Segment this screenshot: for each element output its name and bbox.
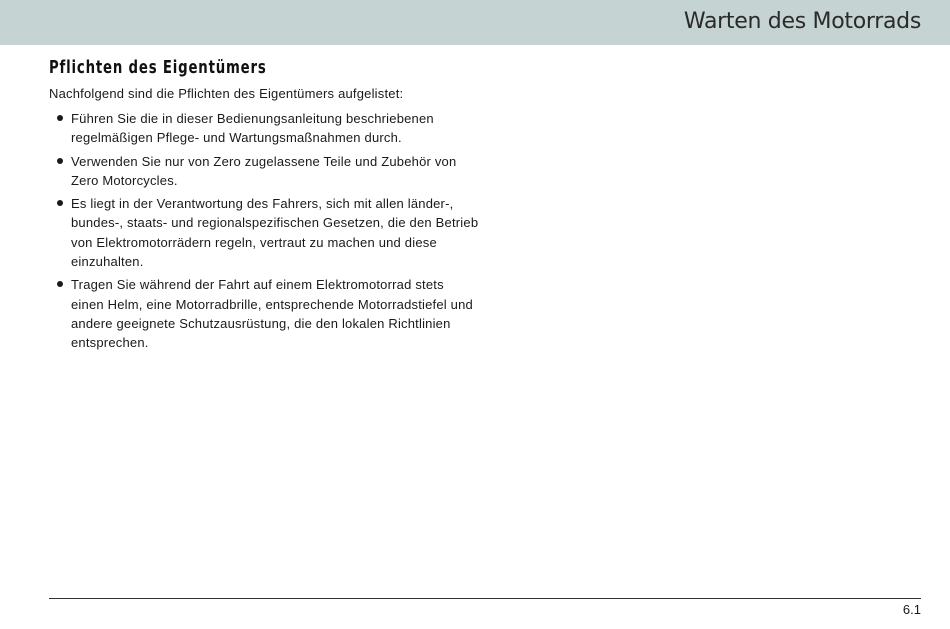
list-item-text: Es liegt in der Verantwortung des Fahrers, sich mit allen länder-, bundes-, staats- und regionalspezifischen Gesetzen, die den Betrieb von Elektromotorrädern regeln, vertraut zu machen und diese einzuhalten. bbox=[71, 196, 479, 270]
page-number: 6.1 bbox=[902, 602, 921, 617]
chapter-header-bar bbox=[0, 0, 950, 45]
footer-divider bbox=[49, 598, 921, 599]
list-item bbox=[49, 194, 479, 271]
list-item-text: Tragen Sie während der Fahrt auf einem Elektromotorrad stets einen Helm, eine Motorradbrille, entsprechende Motorradstiefel und andere geeignete Schutzausrüstung, die den lokalen Richtlinien entsprechen. bbox=[71, 277, 473, 351]
list-item-text: Verwenden Sie nur von Zero zugelassene Teile und Zubehör von Zero Motorcycles. bbox=[71, 153, 457, 188]
section-title: Pflichten des Eigentümers bbox=[49, 57, 267, 78]
intro-paragraph: Nachfolgend sind die Pflichten des Eigentümers aufgelistet: bbox=[49, 86, 404, 101]
bullet-icon bbox=[57, 281, 63, 287]
list-item-text: Führen Sie die in dieser Bedienungsanleitung beschriebenen regelmäßigen Pflege- und Wartungsmaßnahmen durch. bbox=[71, 111, 434, 146]
list-item bbox=[49, 109, 479, 148]
list-item bbox=[49, 152, 479, 191]
chapter-title: Warten des Motorrads bbox=[683, 9, 921, 34]
owner-duties-list bbox=[49, 109, 479, 357]
bullet-icon bbox=[57, 200, 63, 206]
bullet-icon bbox=[57, 158, 63, 164]
bullet-icon bbox=[57, 115, 63, 121]
list-item bbox=[49, 275, 479, 352]
